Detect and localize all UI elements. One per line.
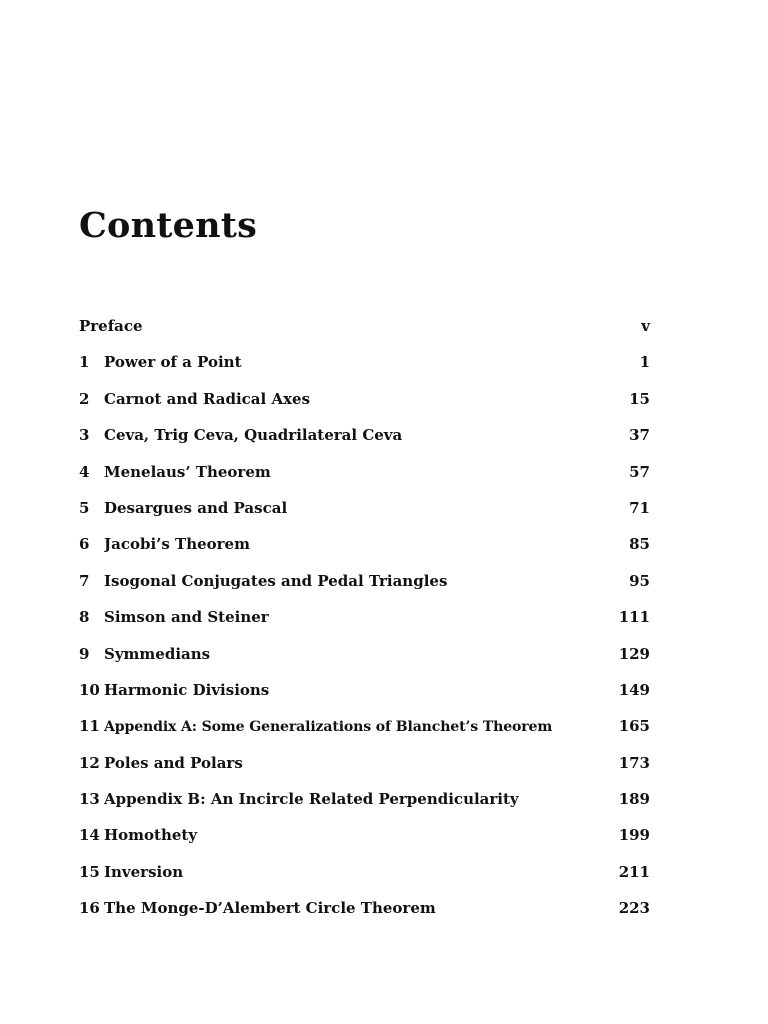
toc-entry-number: 9 (79, 644, 90, 663)
toc-entry-number: 16 (79, 899, 100, 918)
toc-entry-number: 5 (79, 498, 90, 517)
toc-entry-label: Preface (79, 317, 143, 335)
toc-entry-page: 37 (629, 426, 650, 445)
toc-entry-page: 199 (618, 826, 650, 845)
table-of-contents (79, 313, 650, 932)
toc-entry-chapter-16[interactable] (79, 895, 650, 931)
toc-entry-chapter-2[interactable] (79, 386, 650, 422)
toc-entry-chapter-4[interactable] (79, 459, 650, 495)
toc-entry-label: Harmonic Divisions (104, 680, 270, 699)
toc-entry-page: 173 (618, 753, 650, 772)
toc-entry-chapter-3[interactable] (79, 422, 650, 458)
toc-entry-chapter-6[interactable] (79, 531, 650, 567)
toc-entry-number: 13 (79, 790, 100, 809)
toc-entry-number: 10 (79, 680, 100, 699)
toc-entry-chapter-5[interactable] (79, 495, 650, 531)
toc-entry-chapter-7[interactable] (79, 568, 650, 604)
toc-entry-page: 165 (618, 717, 650, 736)
toc-entry-chapter-11[interactable] (79, 713, 650, 749)
toc-entry-page: 129 (618, 644, 650, 663)
toc-entry-number: 1 (79, 353, 90, 372)
toc-entry-label: Ceva, Trig Ceva, Quadrilateral Ceva (104, 426, 403, 445)
toc-entry-number: 11 (79, 717, 100, 736)
toc-entry-label: Power of a Point (104, 353, 242, 372)
toc-entry-label: Isogonal Conjugates and Pedal Triangles (104, 571, 448, 590)
toc-entry-number: 7 (79, 571, 90, 590)
toc-entry-label: Symmedians (104, 644, 211, 663)
toc-entry-page: 71 (629, 498, 650, 517)
toc-entry-page: 1 (639, 353, 650, 372)
toc-entry-chapter-14[interactable] (79, 822, 650, 858)
toc-entry-page: 57 (629, 462, 650, 481)
toc-entry-label: Homothety (104, 826, 198, 845)
toc-entry-label: Menelaus’ Theorem (104, 462, 271, 481)
toc-entry-label: The Monge-D’Alembert Circle Theorem (104, 899, 436, 918)
toc-entry-number: 6 (79, 535, 90, 554)
toc-entry-page: v (641, 317, 650, 335)
toc-entry-label: Appendix B: An Incircle Related Perpendicularity (104, 790, 519, 809)
toc-entry-label: Jacobi’s Theorem (104, 535, 250, 554)
toc-entry-page: 211 (618, 862, 650, 881)
toc-entry-page: 189 (618, 790, 650, 809)
toc-entry-number: 4 (79, 462, 90, 481)
toc-entry-label: Poles and Polars (104, 753, 243, 772)
toc-entry-label: Inversion (104, 862, 184, 881)
toc-entry-label: Carnot and Radical Axes (104, 389, 311, 408)
toc-entry-chapter-12[interactable] (79, 750, 650, 786)
toc-entry-number: 14 (79, 826, 100, 845)
toc-entry-chapter-13[interactable] (79, 786, 650, 822)
toc-entry-number: 15 (79, 862, 100, 881)
toc-entry-label: Desargues and Pascal (104, 498, 288, 517)
toc-entry-number: 8 (79, 608, 90, 627)
toc-entry-page: 15 (629, 389, 650, 408)
toc-entry-chapter-10[interactable] (79, 677, 650, 713)
toc-entry-page: 111 (618, 608, 650, 627)
toc-entry-number: 2 (79, 389, 90, 408)
toc-entry-page: 223 (618, 899, 650, 918)
toc-entry-chapter-8[interactable] (79, 604, 650, 640)
page-title: Contents (79, 205, 258, 246)
toc-entry-number: 12 (79, 753, 100, 772)
toc-entry-number: 3 (79, 426, 90, 445)
toc-entry-page: 95 (629, 571, 650, 590)
toc-entry-chapter-1[interactable] (79, 349, 650, 385)
toc-entry-page: 85 (629, 535, 650, 554)
toc-entry-preface[interactable] (79, 313, 650, 349)
toc-entry-page: 149 (618, 680, 650, 699)
toc-entry-chapter-15[interactable] (79, 859, 650, 895)
toc-entry-label: Appendix A: Some Generalizations of Blanchet’s Theorem (104, 719, 553, 736)
toc-entry-chapter-9[interactable] (79, 641, 650, 677)
toc-entry-label: Simson and Steiner (104, 608, 269, 627)
